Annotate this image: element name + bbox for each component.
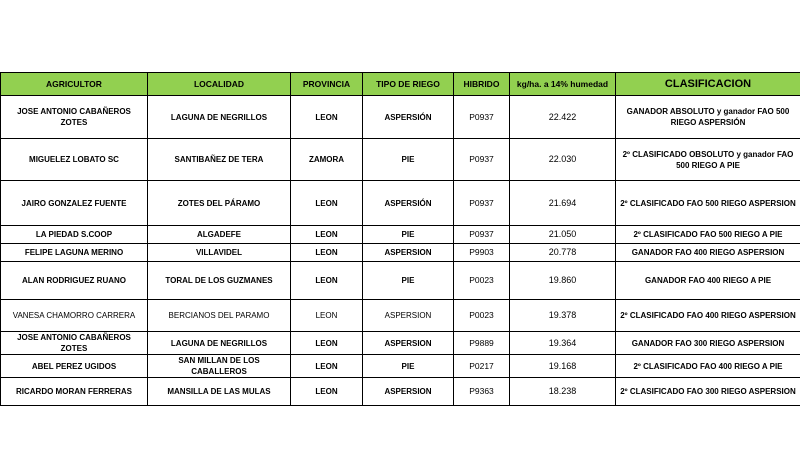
- cell-rendimiento: 20.778: [510, 244, 616, 262]
- cell-provincia: LEON: [291, 96, 363, 139]
- cell-agricultor: FELIPE LAGUNA MERINO: [1, 244, 148, 262]
- cell-localidad: ZOTES DEL PÁRAMO: [148, 181, 291, 226]
- table-row: [1, 244, 800, 262]
- header-agricultor: AGRICULTOR: [1, 73, 148, 96]
- cell-riego: PIE: [363, 355, 454, 378]
- cell-agricultor: LA PIEDAD S.COOP: [1, 226, 148, 244]
- cell-riego: ASPERSION: [363, 378, 454, 406]
- cell-provincia: LEON: [291, 244, 363, 262]
- header-row: [1, 73, 800, 96]
- cell-localidad: LAGUNA DE NEGRILLOS: [148, 332, 291, 355]
- cell-agricultor: ABEL PEREZ UGIDOS: [1, 355, 148, 378]
- cell-riego: PIE: [363, 262, 454, 300]
- cell-provincia: LEON: [291, 226, 363, 244]
- header-hibrido: HIBRIDO: [454, 73, 510, 96]
- table-row: [1, 332, 800, 355]
- cell-rendimiento: 19.168: [510, 355, 616, 378]
- cell-clasificacion: 2º CLASIFICADO OBSOLUTO y ganador FAO 500 RIEGO A PIE: [616, 139, 800, 181]
- cell-clasificacion: 2º CLASIFICADO FAO 300 RIEGO ASPERSION: [616, 378, 800, 406]
- cell-provincia: LEON: [291, 332, 363, 355]
- cell-hibrido: P0217: [454, 355, 510, 378]
- cell-agricultor: VANESA CHAMORRO CARRERA: [1, 300, 148, 332]
- cell-rendimiento: 19.860: [510, 262, 616, 300]
- cell-localidad: SANTIBAÑEZ DE TERA: [148, 139, 291, 181]
- cell-riego: ASPERSION: [363, 300, 454, 332]
- table-row: [1, 262, 800, 300]
- cell-clasificacion: 2º CLASIFICADO FAO 400 RIEGO A PIE: [616, 355, 800, 378]
- cell-provincia: LEON: [291, 378, 363, 406]
- cell-agricultor: JOSE ANTONIO CABAÑEROS ZOTES: [1, 332, 148, 355]
- cell-rendimiento: 18.238: [510, 378, 616, 406]
- cell-localidad: ALGADEFE: [148, 226, 291, 244]
- header-localidad: LOCALIDAD: [148, 73, 291, 96]
- cell-agricultor: MIGUELEZ LOBATO SC: [1, 139, 148, 181]
- cell-hibrido: P0937: [454, 96, 510, 139]
- cell-provincia: ZAMORA: [291, 139, 363, 181]
- cell-agricultor: JAIRO GONZALEZ FUENTE: [1, 181, 148, 226]
- table-row: [1, 139, 800, 181]
- cell-clasificacion: 2º CLASIFICADO FAO 500 RIEGO ASPERSION: [616, 181, 800, 226]
- cell-rendimiento: 22.030: [510, 139, 616, 181]
- cell-localidad: SAN MILLAN DE LOS CABALLEROS: [148, 355, 291, 378]
- cell-clasificacion: 2º CLASIFICADO FAO 500 RIEGO A PIE: [616, 226, 800, 244]
- cell-riego: ASPERSION: [363, 332, 454, 355]
- cell-localidad: VILLAVIDEL: [148, 244, 291, 262]
- cell-hibrido: P9363: [454, 378, 510, 406]
- cell-localidad: MANSILLA DE LAS MULAS: [148, 378, 291, 406]
- cell-agricultor: JOSE ANTONIO CABAÑEROS ZOTES: [1, 96, 148, 139]
- cell-localidad: TORAL DE LOS GUZMANES: [148, 262, 291, 300]
- cell-clasificacion: GANADOR ABSOLUTO y ganador FAO 500 RIEGO ASPERSIÓN: [616, 96, 800, 139]
- table-row: [1, 226, 800, 244]
- cell-provincia: LEON: [291, 181, 363, 226]
- cell-rendimiento: 21.050: [510, 226, 616, 244]
- cell-hibrido: P9903: [454, 244, 510, 262]
- cell-hibrido: P0937: [454, 226, 510, 244]
- table-row: [1, 378, 800, 406]
- cell-riego: ASPERSION: [363, 244, 454, 262]
- header-provincia: PROVINCIA: [291, 73, 363, 96]
- cell-localidad: LAGUNA DE NEGRILLOS: [148, 96, 291, 139]
- cell-riego: PIE: [363, 139, 454, 181]
- cell-riego: PIE: [363, 226, 454, 244]
- table-row: [1, 355, 800, 378]
- cell-rendimiento: 19.364: [510, 332, 616, 355]
- cell-hibrido: P0937: [454, 181, 510, 226]
- cell-riego: ASPERSIÓN: [363, 96, 454, 139]
- cell-clasificacion: GANADOR FAO 400 RIEGO ASPERSION: [616, 244, 800, 262]
- cell-hibrido: P0023: [454, 262, 510, 300]
- cell-clasificacion: 2º CLASIFICADO FAO 400 RIEGO ASPERSION: [616, 300, 800, 332]
- table-row: [1, 181, 800, 226]
- cell-hibrido: P0023: [454, 300, 510, 332]
- cell-provincia: LEON: [291, 262, 363, 300]
- header-clasificacion: CLASIFICACION: [616, 73, 800, 96]
- header-rendimiento: kg/ha. a 14% humedad: [510, 73, 616, 96]
- cell-provincia: LEON: [291, 300, 363, 332]
- table-row: [1, 96, 800, 139]
- cell-clasificacion: GANADOR FAO 400 RIEGO A PIE: [616, 262, 800, 300]
- cell-agricultor: ALAN RODRIGUEZ RUANO: [1, 262, 148, 300]
- cell-hibrido: P9889: [454, 332, 510, 355]
- cell-rendimiento: 19.378: [510, 300, 616, 332]
- cell-hibrido: P0937: [454, 139, 510, 181]
- cell-riego: ASPERSIÓN: [363, 181, 454, 226]
- cell-localidad: BERCIANOS DEL PARAMO: [148, 300, 291, 332]
- cell-clasificacion: GANADOR FAO 300 RIEGO ASPERSION: [616, 332, 800, 355]
- cell-rendimiento: 21.694: [510, 181, 616, 226]
- cell-provincia: LEON: [291, 355, 363, 378]
- cell-agricultor: RICARDO MORAN FERRERAS: [1, 378, 148, 406]
- cell-rendimiento: 22.422: [510, 96, 616, 139]
- results-table-container: [0, 72, 800, 406]
- table-row: [1, 300, 800, 332]
- header-tipo-riego: TIPO DE RIEGO: [363, 73, 454, 96]
- results-table: [0, 72, 800, 406]
